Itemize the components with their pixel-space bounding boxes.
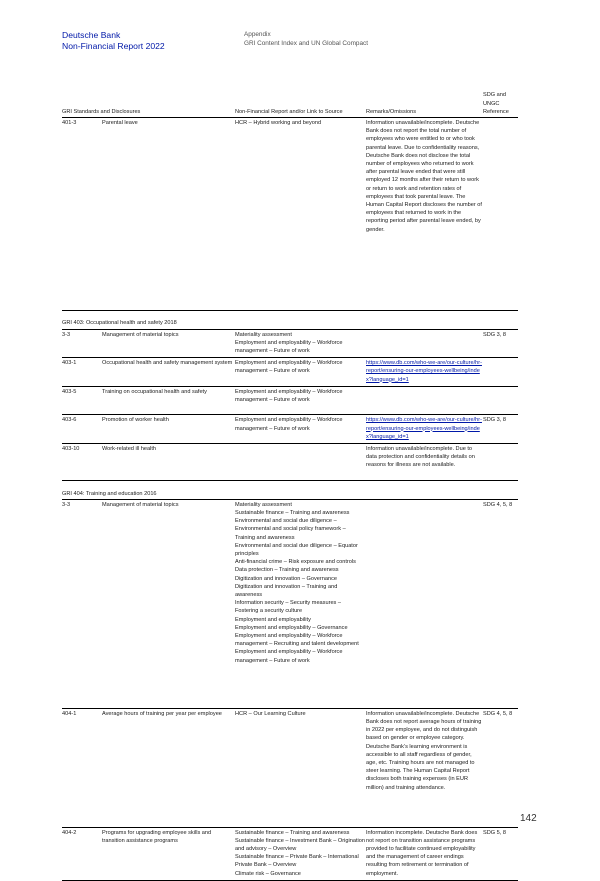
- col-sdg-line1: SDG and: [483, 92, 507, 99]
- col-source: Non-Financial Report and/or Link to Source: [235, 108, 343, 115]
- table-row: [62, 387, 518, 416]
- table-row: [62, 500, 518, 709]
- gri-code: 401-3: [62, 120, 77, 126]
- table-row: [62, 358, 518, 387]
- brand-name: Deutsche Bank: [62, 30, 121, 40]
- disclosure-name: Management of material topics: [102, 331, 179, 338]
- col-sdg-line2: UNGC Reference: [483, 100, 509, 115]
- sdg-reference: SDG 4, 5, 8: [483, 501, 513, 508]
- table-row: [62, 444, 518, 481]
- gri-code: 403-6: [62, 417, 77, 424]
- header-left: [62, 30, 165, 52]
- remarks-omissions: Information unavailable/incomplete. Deutsche Bank does not report the total number of employees who were entitled to or who took parental leave. Due to confidentiality reasons, Deutsche Bank does not disclose the total number of employees who returned to work after parental leave ended that were still employed 12 months after their return to work or return to work and retention rates of employees that took parental leave. The Human Capital Report discloses the number of employees that returned to work in the reporting period after parental leave ended, by gender.: [366, 120, 482, 233]
- disclosure-name: Training on occupational health and safety: [102, 388, 207, 395]
- sdg-reference: SDG 3, 8: [483, 417, 507, 424]
- section-title-403: GRI 403: Occupational health and safety 2018: [62, 320, 177, 327]
- remarks-omissions[interactable]: https://www.db.com/who-we-are/our-culture/hr-report/ensuring-our-employees-wellbeing/index?language_id=1: [366, 360, 482, 383]
- report-source: Materiality assessment Sustainable finance – Training and awareness Environmental and social due diligence – Environmental and social policy framework – Training and awareness Environmental and social due diligence – Equator principles Anti-financial crime – Risk exposure and controls Data protection – Training and awareness Digitization and innovation – Governance Digitization and innovation – Training and awareness Information security – Security measures – Fostering a security culture Employment and employability Employment and employability – Governance Employment and employability – Workforce management – Recruiting and talent development Employment and employability – Workforce management – Future of work: [235, 501, 359, 664]
- disclosure-name: Average hours of training per year per employee: [102, 710, 222, 717]
- disclosure-name: Programs for upgrading employee skills and transition assistance programs: [102, 829, 212, 844]
- report-source: Employment and employability – Workforce management – Future of work: [235, 417, 343, 432]
- report-source: HCR – Hybrid working and beyond: [235, 120, 322, 126]
- col-remarks: Remarks/Omissions: [366, 108, 417, 115]
- table-row: [62, 330, 518, 359]
- disclosure-name: Work-related ill health: [102, 445, 156, 452]
- section-gri-403: [62, 319, 518, 330]
- gri-code: 403-1: [62, 360, 77, 367]
- sdg-reference: SDG 4, 5, 8: [483, 710, 513, 717]
- report-source: Sustainable finance – Training and awareness Sustainable finance – Investment Bank – Origination and advisory – Overview Sustainable finance – Private Bank – International Private Bank – Overview Climate risk – Governance: [235, 829, 365, 877]
- section-title-404: GRI 404: Training and education 2016: [62, 490, 157, 497]
- disclosure-name: Management of material topics: [102, 501, 179, 508]
- sdg-reference: SDG 5, 8: [483, 829, 507, 836]
- report-title: Non-Financial Report 2022: [62, 41, 165, 51]
- gri-code: 404-1: [62, 710, 77, 717]
- gri-code: 404-2: [62, 829, 77, 836]
- gri-content-table: [62, 92, 518, 881]
- table-row: [62, 118, 518, 311]
- gri-code: 403-5: [62, 388, 77, 395]
- col-gri: GRI Standards and Disclosures: [62, 108, 141, 115]
- subsection-title: GRI Content Index and UN Global Compact: [244, 40, 368, 47]
- table-row: [62, 828, 518, 881]
- gri-code: 403-10: [62, 445, 80, 452]
- page-number: 142: [520, 813, 537, 824]
- remarks-omissions: Information unavailable/incomplete. Deutsche Bank does not report average hours of training in 2022 per employee, and do not distinguish based on gender or employee category. Deutsche Bank’s learning environment is accessible to all staff regardless of gender, age, etc. Training hours are not managed to steer learning. The Human Capital Report discloses both training expenses (in EUR million) and training attendance.: [366, 710, 482, 791]
- sdg-reference: SDG 3, 8: [483, 331, 507, 338]
- section-gri-404: [62, 489, 518, 500]
- table-row: [62, 709, 518, 828]
- gri-code: 3-3: [62, 501, 71, 508]
- gri-code: 3-3: [62, 331, 71, 338]
- report-source: HCR – Our Learning Culture: [235, 710, 306, 717]
- header-right: [244, 30, 368, 48]
- section-title: Appendix: [244, 31, 271, 38]
- table-header: [62, 92, 518, 118]
- remarks-omissions: Information unavailable/incomplete. Due to data protection and confidentiality details on reasons for illness are not available.: [366, 445, 475, 469]
- remarks-omissions: Information incomplete. Deutsche Bank does not report on transition assistance programs provided to facilitate continued employability and the management of career endings resulting from retirement or termination of employment.: [366, 829, 478, 877]
- report-source: Employment and employability – Workforce management – Future of work: [235, 360, 343, 375]
- disclosure-name: Promotion of worker health: [102, 417, 169, 424]
- table-row: [62, 415, 518, 444]
- remarks-omissions[interactable]: https://www.db.com/who-we-are/our-culture/hr-report/ensuring-our-employees-wellbeing/index?language_id=1: [366, 417, 482, 440]
- report-source: Materiality assessment Employment and employability – Workforce management – Future of work: [235, 331, 343, 354]
- disclosure-name: Occupational health and safety management system: [102, 360, 233, 367]
- report-source: Employment and employability – Workforce management – Future of work: [235, 388, 343, 403]
- disclosure-name: Parental leave: [102, 120, 138, 126]
- col-sdg: [483, 91, 523, 116]
